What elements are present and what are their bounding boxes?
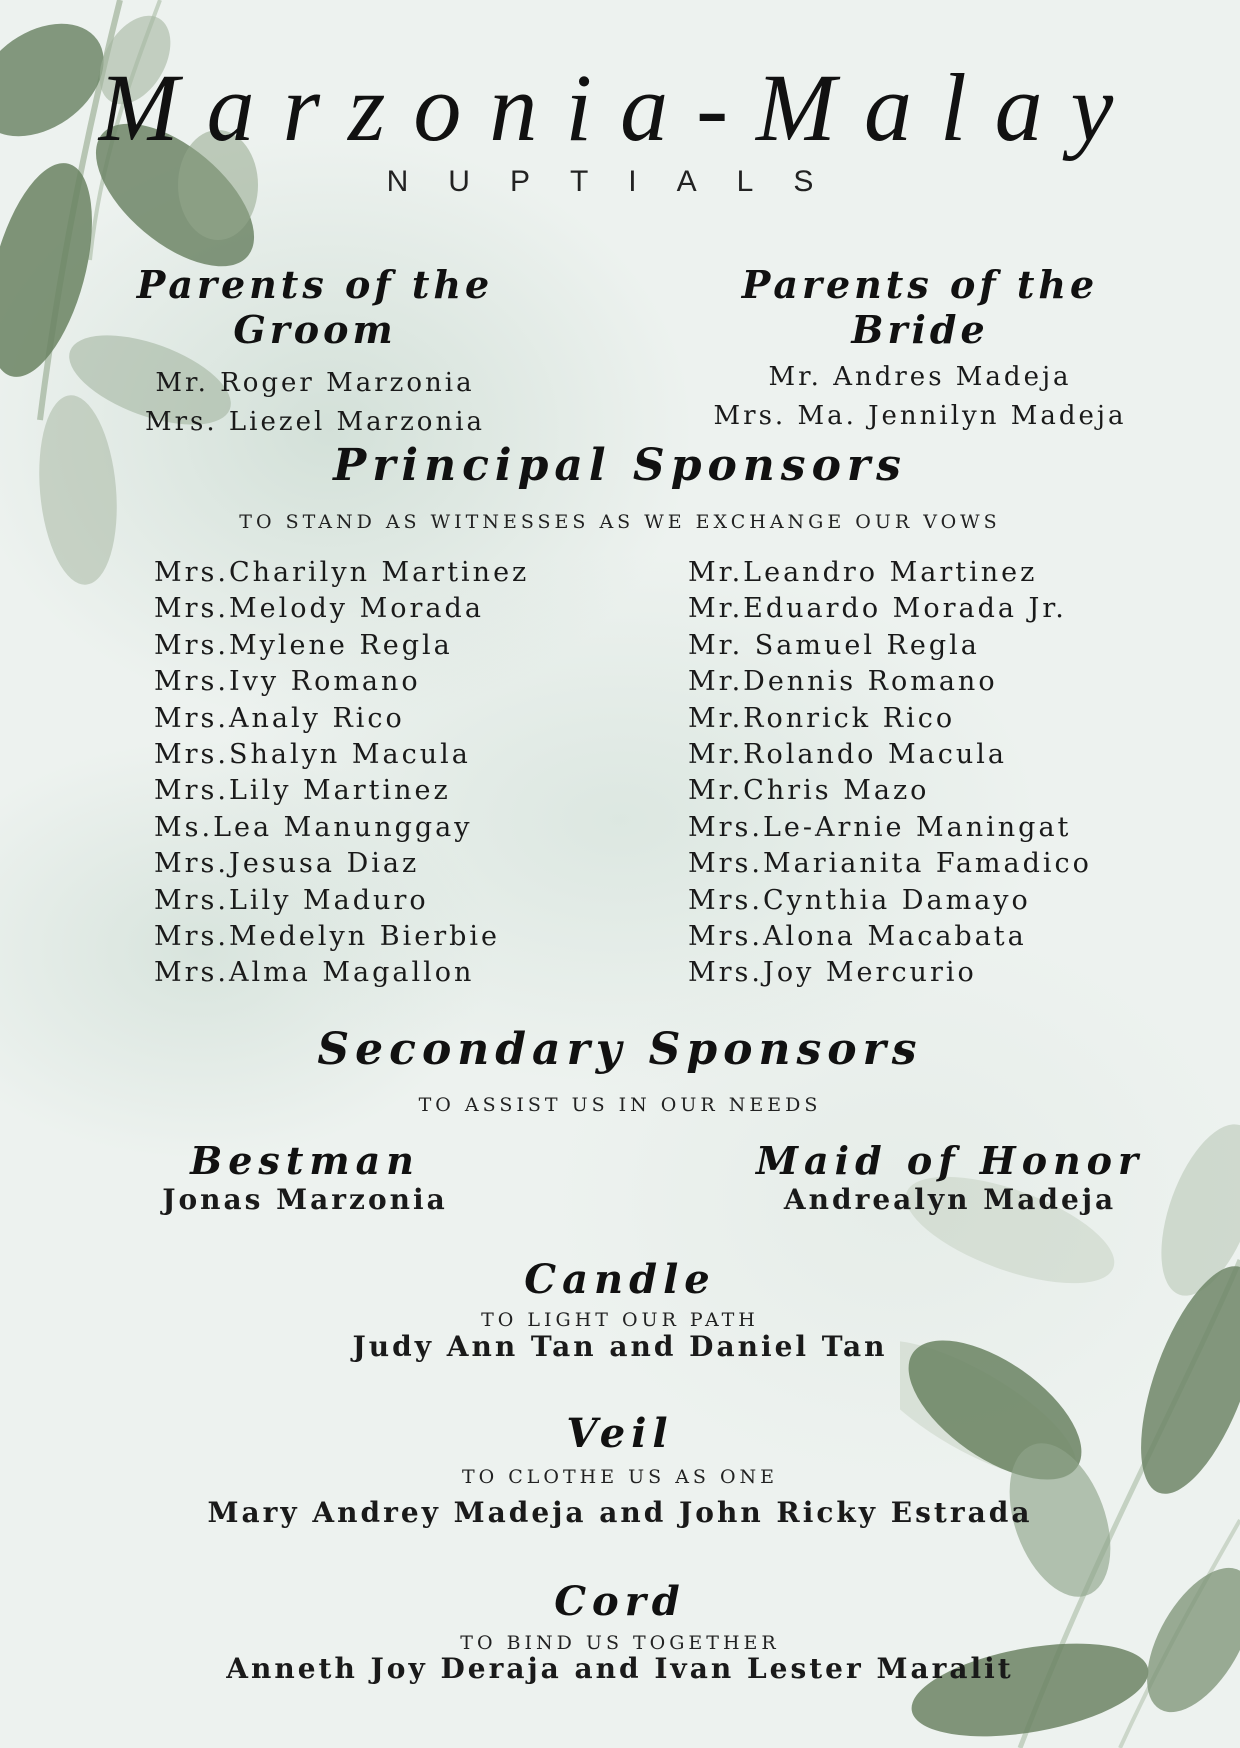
cord-sponsors-names: Anneth Joy Deraja and Ivan Lester Maralit	[226, 1652, 1014, 1685]
cord-heading: Cord	[554, 1578, 686, 1625]
bride-mother-name: Mrs. Ma. Jennilyn Madeja	[713, 401, 1127, 431]
veil-sponsors-names: Mary Andrey Madeja and John Ricky Estrada	[207, 1496, 1033, 1529]
list-item: Mrs.Alona Macabata	[688, 921, 1027, 953]
list-item: Mrs.Mylene Regla	[154, 629, 453, 661]
principal-sponsors-heading: Principal Sponsors	[333, 440, 907, 491]
list-item: Mrs.Cynthia Damayo	[688, 884, 1031, 916]
candle-heading: Candle	[524, 1256, 716, 1303]
list-item: Mrs.Lily Martinez	[154, 775, 451, 807]
principal-sponsors-left-list	[154, 555, 529, 992]
list-item: Mrs.Ivy Romano	[154, 666, 421, 698]
veil-heading: Veil	[566, 1410, 674, 1457]
list-item: Mrs.Jesusa Diaz	[154, 848, 420, 880]
list-item: Mr.Dennis Romano	[688, 666, 998, 698]
list-item: Mr.Leandro Martinez	[688, 557, 1038, 588]
veil-caption: TO CLOTHE US AS ONE	[461, 1466, 779, 1488]
list-item: Mr. Samuel Regla	[688, 629, 980, 661]
bestman-section	[100, 1138, 510, 1216]
list-item: Mrs.Melody Morada	[154, 593, 484, 625]
bestman-name: Jonas Marzonia	[162, 1183, 448, 1216]
list-item: Mrs.Joy Mercurio	[688, 957, 977, 989]
principal-sponsors-right-list	[688, 555, 1092, 992]
list-item: Mrs.Analy Rico	[154, 702, 405, 734]
list-item: Mrs.Le-Arnie Maningat	[688, 811, 1072, 843]
maid-of-honor-section	[745, 1138, 1155, 1216]
list-item: Mrs.Shalyn Macula	[154, 739, 471, 771]
list-item: Mrs.Medelyn Bierbie	[154, 921, 500, 953]
list-item: Mrs.Alma Magallon	[154, 957, 475, 989]
secondary-sponsors-heading: Secondary Sponsors	[317, 1024, 923, 1075]
parents-groom-section	[95, 262, 535, 442]
list-item: Mrs.Lily Maduro	[154, 884, 429, 916]
bride-father-name: Mr. Andres Madeja	[768, 362, 1072, 392]
couple-title: Marzonia-Malay	[98, 54, 1142, 161]
groom-father-name: Mr. Roger Marzonia	[155, 368, 475, 398]
candle-caption: TO LIGHT OUR PATH	[481, 1309, 759, 1331]
bestman-label: Bestman	[190, 1138, 420, 1183]
list-item: Mrs.Charilyn Martinez	[154, 557, 530, 588]
parents-bride-heading: Parents of the Bride	[741, 262, 1099, 352]
list-item: Mr.Rolando Macula	[688, 739, 1007, 771]
maid-of-honor-name: Andrealyn Madeja	[783, 1183, 1117, 1216]
parents-bride-section	[700, 262, 1140, 436]
nuptials-subtitle: NUPTIALS	[386, 165, 854, 198]
secondary-sponsors-caption: TO ASSIST US IN OUR NEEDS	[418, 1094, 822, 1116]
list-item: Mr.Eduardo Morada Jr.	[688, 593, 1067, 625]
candle-sponsors-names: Judy Ann Tan and Daniel Tan	[352, 1330, 888, 1363]
principal-sponsors-caption: TO STAND AS WITNESSES AS WE EXCHANGE OUR VOWS	[239, 511, 1001, 533]
list-item: Mrs.Marianita Famadico	[688, 848, 1092, 880]
maid-of-honor-label: Maid of Honor	[755, 1138, 1145, 1183]
groom-mother-name: Mrs. Liezel Marzonia	[144, 407, 486, 437]
list-item: Ms.Lea Manunggay	[154, 811, 473, 843]
parents-groom-heading: Parents of the Groom	[136, 262, 494, 352]
list-item: Mr.Chris Mazo	[688, 775, 930, 807]
list-item: Mr.Ronrick Rico	[688, 702, 956, 734]
cord-caption: TO BIND US TOGETHER	[460, 1632, 780, 1654]
